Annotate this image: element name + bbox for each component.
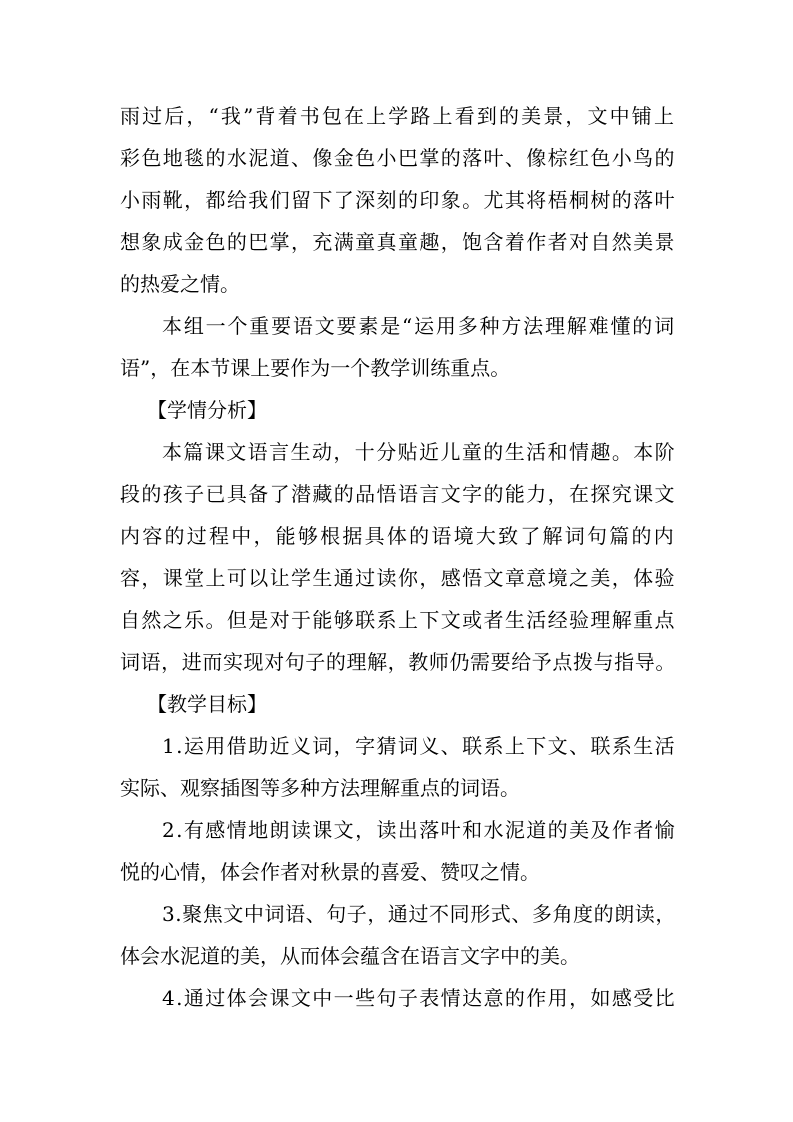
- text-line: [0, 138, 793, 178]
- line-text: 内容的过程中，能够根据具体的语境大致了解词句篇的内: [120, 524, 676, 548]
- line-text: 体会水泥道的美，从而体会蕴含在语言文字中的美。: [120, 944, 580, 968]
- line-text: 词语，进而实现对句子的理解，教师仍需要给予点拨与指导。: [120, 650, 676, 674]
- line-text: 4.通过体会课文中一些句子表情达意的作用，如感受比: [162, 986, 676, 1010]
- text-line: [0, 222, 793, 262]
- heading-text: 【教学目标】: [147, 692, 267, 716]
- text-line: [0, 810, 793, 850]
- text-line: [0, 600, 793, 640]
- text-line: [0, 306, 793, 346]
- line-text: 悦的心情，体会作者对秋景的喜爱、赞叹之情。: [120, 860, 540, 884]
- line-text: 段的孩子已具备了潜藏的品悟语言文字的能力，在探究课文: [120, 482, 676, 506]
- line-text: 本篇课文语言生动，十分贴近儿童的生活和情趣。本阶: [162, 440, 676, 464]
- heading-text: 【学情分析】: [147, 398, 267, 422]
- text-line: [0, 726, 793, 766]
- text-line: [0, 936, 793, 976]
- text-line: [0, 852, 793, 892]
- line-text: 实际、观察插图等多种方法理解重点的词语。: [120, 776, 520, 800]
- text-line: [0, 348, 793, 388]
- line-text: 想象成金色的巴掌，充满童真童趣，饱含着作者对自然美景: [120, 230, 676, 254]
- text-line: [0, 264, 793, 304]
- line-text: 容，课堂上可以让学生通过读你，感悟文章意境之美，体验: [120, 566, 676, 590]
- line-text: 1.运用借助近义词，字猜词义、联系上下文、联系生活: [162, 734, 676, 758]
- line-text: 小雨靴，都给我们留下了深刻的印象。尤其将梧桐树的落叶: [120, 188, 676, 212]
- section-heading: [0, 390, 793, 430]
- text-line: [0, 96, 793, 136]
- text-line: [0, 768, 793, 808]
- line-text: 彩色地毯的水泥道、像金色小巴掌的落叶、像棕红色小鸟的: [120, 146, 676, 170]
- text-line: [0, 432, 793, 472]
- line-text: 2.有感情地朗读课文，读出落叶和水泥道的美及作者愉: [162, 818, 676, 842]
- text-line: [0, 558, 793, 598]
- line-text: 自然之乐。但是对于能够联系上下文或者生活经验理解重点: [120, 608, 676, 632]
- text-line: [0, 474, 793, 514]
- text-line: [0, 978, 793, 1018]
- text-line: [0, 642, 793, 682]
- line-text: 3.聚焦文中词语、句子，通过不同形式、多角度的朗读，: [162, 902, 676, 926]
- line-text: 本组一个重要语文要素是“运用多种方法理解难懂的词: [162, 314, 676, 338]
- section-heading: [0, 684, 793, 724]
- line-text: 雨过后，“我”背着书包在上学路上看到的美景，文中铺上: [120, 104, 676, 128]
- text-line: [0, 180, 793, 220]
- line-text: 语”，在本节课上要作为一个教学训练重点。: [120, 356, 511, 380]
- text-line: [0, 894, 793, 934]
- line-text: 的热爱之情。: [120, 272, 240, 296]
- text-line: [0, 516, 793, 556]
